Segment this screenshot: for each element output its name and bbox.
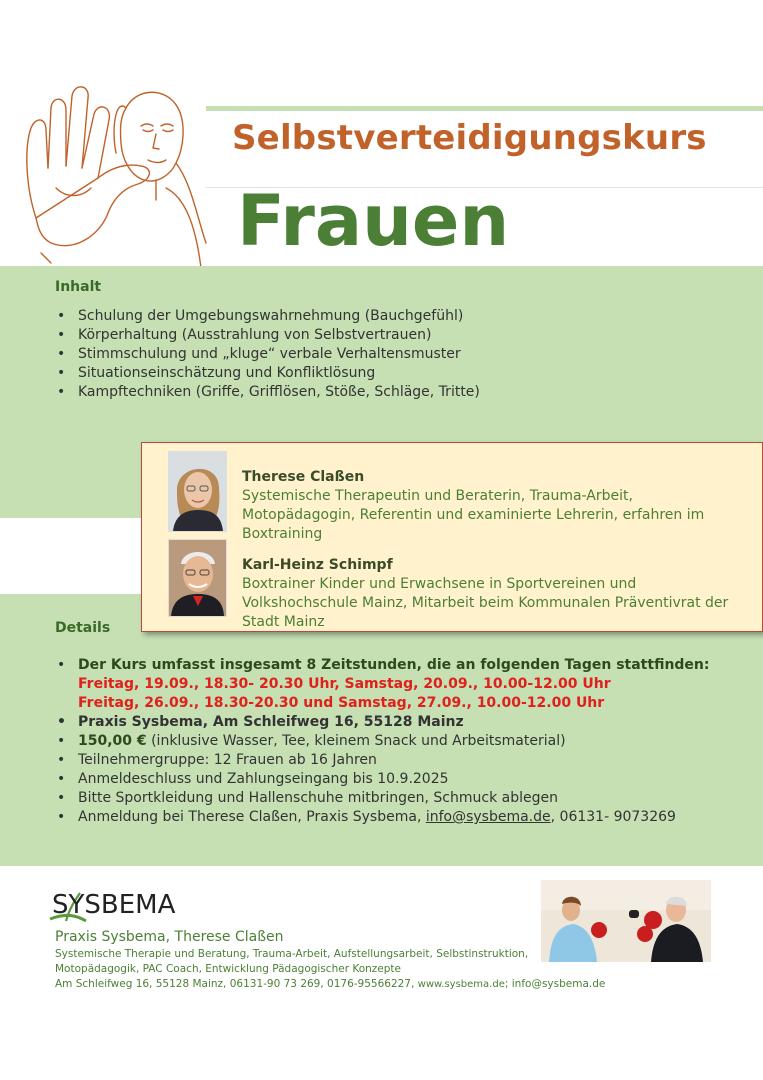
content-list: [55, 307, 735, 402]
registration-text: Anmeldung bei Therese Claßen, Praxis Sysbema,: [78, 809, 426, 825]
price-details: (inklusive Wasser, Tee, kleinem Snack und Arbeitsmaterial): [146, 733, 566, 749]
boxing-training-photo: [541, 880, 711, 962]
list-item: • Schulung der Umgebungswahrnehmung (Bauchgefühl): [55, 307, 735, 326]
registration-email-link[interactable]: info@sysbema.de: [425, 809, 551, 825]
schedule-intro: Der Kurs umfasst insgesamt 8 Zeitstunden, die an folgenden Tagen stattfinden:: [78, 657, 710, 673]
trainer-name: Therese Claßen: [242, 469, 365, 485]
registration-phone: , 06131- 9073269: [550, 809, 676, 825]
details-list: [55, 656, 745, 827]
logo-text: SYSBEMA: [52, 890, 176, 920]
footer-separator: ;: [504, 978, 512, 990]
footer-services-line-1: Systemische Therapie und Beratung, Trauma-Arbeit, Aufstellungsarbeit, Selbstinstruktion,: [55, 948, 529, 960]
hand-stop-illustration: [16, 68, 211, 268]
list-item: • Stimmschulung und „kluge“ verbale Verhaltensmuster: [55, 345, 735, 364]
schedule-date-2: Freitag, 26.09., 18.30-20.30 und Samstag, 27.09., 10.00-12.00 Uhr: [78, 695, 605, 711]
list-item-price: [55, 732, 745, 751]
page-subtitle: Selbstverteidigungskurs: [232, 118, 707, 158]
header-top-line: [206, 106, 763, 111]
list-item-schedule: [55, 656, 745, 713]
list-item-location: • Praxis Sysbema, Am Schleifweg 16, 55128 Mainz: [55, 713, 745, 732]
list-item: • Situationseinschätzung und Konfliktlösung: [55, 364, 735, 383]
trainer-name: Karl-Heinz Schimpf: [242, 557, 393, 573]
footer-practice-name: Praxis Sysbema, Therese Claßen: [55, 929, 284, 945]
list-item-deadline: • Anmeldeschluss und Zahlungseingang bis 10.9.2025: [55, 770, 745, 789]
footer-website-link[interactable]: www.sysbema.de: [417, 979, 505, 990]
trainer-description: Systemische Therapeutin und Beraterin, Trauma-Arbeit, Motopädagogin, Referentin und examinierte Lehrerin, erfahren im Boxtraining: [242, 488, 705, 542]
schedule-date-1: Freitag, 19.09., 18.30- 20.30 Uhr, Samstag, 20.09., 10.00-12.00 Uhr: [78, 676, 611, 692]
list-item-group: • Teilnehmergruppe: 12 Frauen ab 16 Jahren: [55, 751, 745, 770]
list-item-registration: [55, 808, 745, 827]
section-title-inhalt: Inhalt: [55, 279, 102, 295]
section-title-details: Details: [55, 620, 111, 636]
trainer-description: Boxtrainer Kinder und Erwachsene in Sportvereinen und Volkshochschule Mainz, Mitarbeit beim Kommunalen Präventivrat der Stadt Mainz: [242, 576, 729, 630]
footer-services-line-2: Motopädagogik, PAC Coach, Entwicklung Pädagogischer Konzepte: [55, 963, 401, 975]
trainers-box: [141, 442, 763, 632]
trainer-photo-therese: [168, 451, 227, 532]
footer-email-link[interactable]: info@sysbema.de: [511, 978, 606, 990]
list-item: • Körperhaltung (Ausstrahlung von Selbstvertrauen): [55, 326, 735, 345]
footer-address: Am Schleifweg 16, 55128 Mainz, 06131-90 73 269, 0176-95566227,: [55, 978, 418, 990]
list-item: • Kampftechniken (Griffe, Grifflösen, Stöße, Schläge, Tritte): [55, 383, 735, 402]
footer-contact-line: [55, 978, 605, 990]
sysbema-logo: [46, 885, 191, 925]
trainer-photo-karl: [168, 539, 227, 617]
page-title: Frauen: [237, 180, 510, 262]
price-value: 150,00 €: [78, 733, 147, 749]
list-item-bring: • Bitte Sportkleidung und Hallenschuhe mitbringen, Schmuck ablegen: [55, 789, 745, 808]
